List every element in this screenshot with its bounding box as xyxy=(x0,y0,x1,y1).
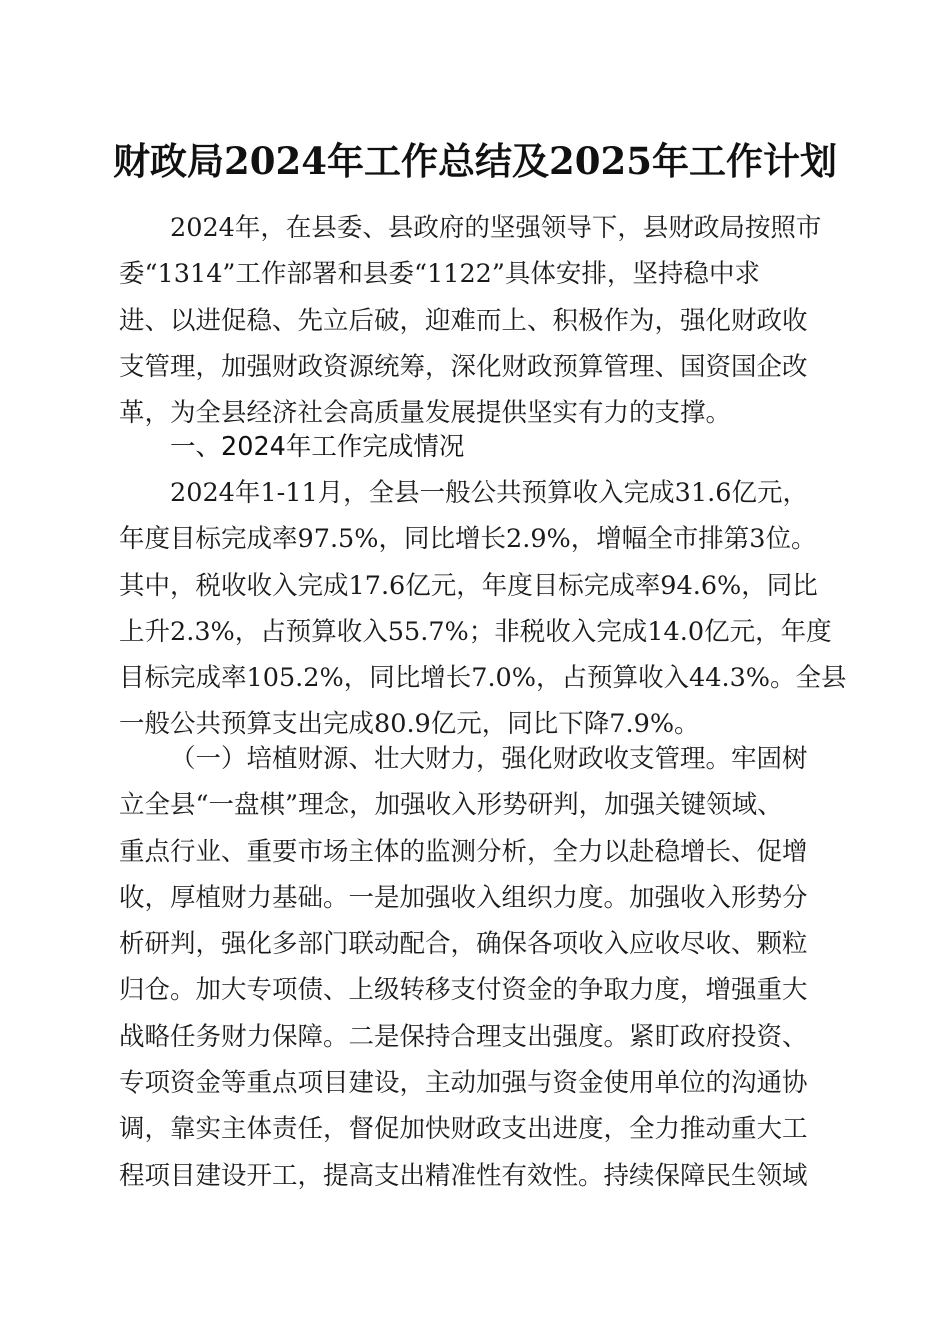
section-heading: 一、2024年工作完成情况 xyxy=(170,432,465,462)
paragraph-line: 专项资金等重点项目建设，主动加强与资金使用单位的沟通协 xyxy=(119,1068,808,1099)
paragraph-line: 归仓。加大专项债、上级转移支付资金的争取力度，增强重大 xyxy=(119,975,808,1006)
subsection1-paragraph xyxy=(119,736,815,1199)
paragraph-line: 2024年1-11月，全县一般公共预算收入完成31.6亿元， xyxy=(170,478,808,508)
paragraph-line xyxy=(119,736,815,782)
paragraph-line: 析研判，强化多部门联动配合，确保各项收入应收尽收、颗粒 xyxy=(119,929,808,960)
paragraph-line: 程项目建设开工，提高支出精准性有效性。持续保障民生领域 xyxy=(119,1160,808,1191)
document-title: 财政局2024年工作总结及2025年工作计划 xyxy=(113,139,837,183)
paragraph-line: 调，靠实主体责任，督促加快财政支出进度，全力推动重大工 xyxy=(119,1114,808,1145)
paragraph-line: 重点行业、重要市场主体的监测分析，全力以赴稳增长、促增 xyxy=(119,836,808,867)
paragraph-line: 进、以进促稳、先立后破，迎难而上、积极作为，强化财政收 xyxy=(119,305,808,336)
paragraph-line: 2024年，在县委、县政府的坚强领导下，县财政局按照市 xyxy=(170,213,822,243)
paragraph-line: 其中，税收收入完成17.6亿元，年度目标完成率94.6%，同比 xyxy=(119,570,818,601)
paragraph-line: 目标完成率105.2%，同比增长7.0%，占预算收入44.3%。全县 xyxy=(119,663,847,694)
paragraph-line: 一般公共预算支出完成80.9亿元，同比下降7.9%。 xyxy=(119,709,700,740)
paragraph-line: 支管理，加强财政资源统筹，深化财政预算管理、国资国企改 xyxy=(119,351,808,382)
section1-paragraph xyxy=(119,470,847,748)
paragraph-line: 委“1314”工作部署和县委“1122”具体安排，坚持稳中求 xyxy=(119,259,760,290)
paragraph-line: 立全县“一盘棋”理念，加强收入形势研判，加强关键领域、 xyxy=(119,790,783,821)
paragraph-line: 年度目标完成率97.5%，同比增长2.9%，增幅全市排第3位。 xyxy=(119,524,817,555)
paragraph-line: 收，厚植财力基础。一是加强收入组织力度。加强收入形势分 xyxy=(119,882,808,913)
paragraph-line: 革，为全县经济社会高质量发展提供坚实有力的支撑。 xyxy=(119,398,732,429)
paragraph-text: 牢固树 xyxy=(731,744,808,774)
paragraph-line: 上升2.3%，占预算收入55.7%；非税收入完成14.0亿元，年度 xyxy=(119,616,832,647)
intro-paragraph xyxy=(119,205,822,436)
paragraph-line: 战略任务财力保障。二是保持合理支出强度。紧盯政府投资、 xyxy=(119,1021,808,1052)
subsection-heading: （一）培植财源、壮大财力，强化财政收支管理。 xyxy=(170,744,732,774)
